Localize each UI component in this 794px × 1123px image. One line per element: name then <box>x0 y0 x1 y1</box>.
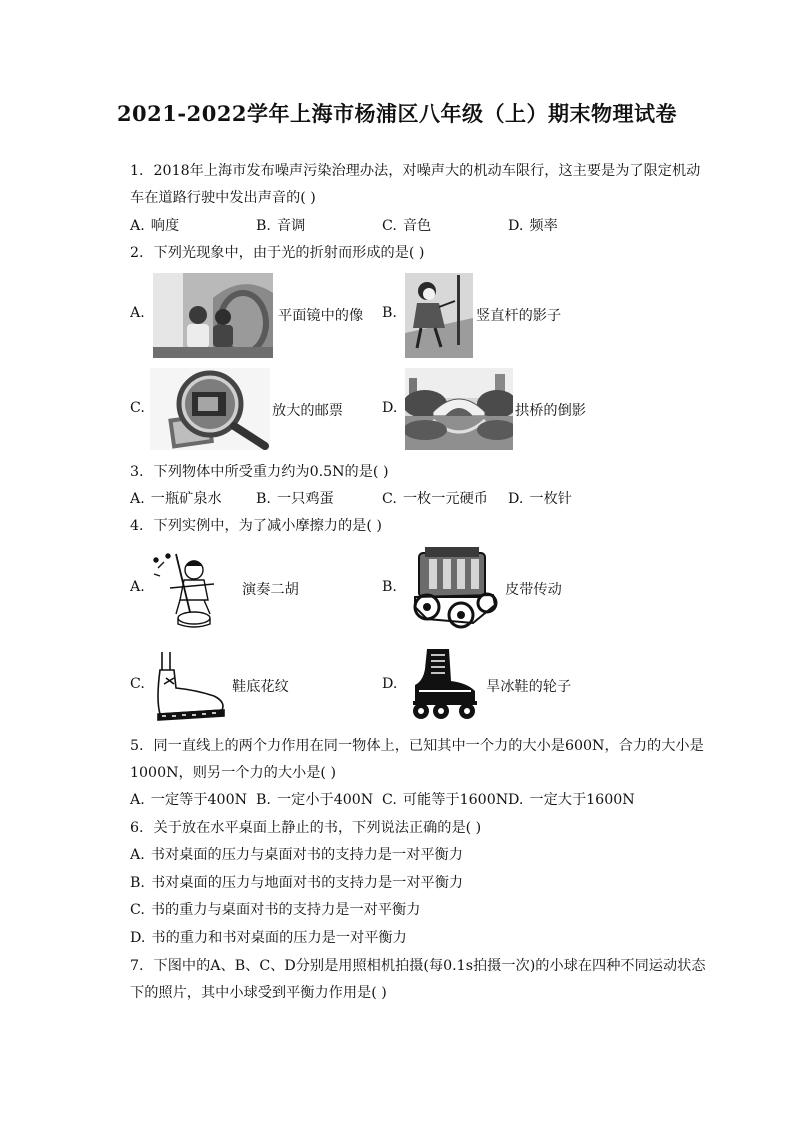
erhu-player-drawing <box>150 548 236 628</box>
q6-text: 关于放在水平桌面上静止的书，下列说法正确的是( ) <box>153 820 482 836</box>
q3-text: 下列物体中所受重力约为0.5N的是( ) <box>153 464 389 480</box>
q3-option-c[interactable]: C. 一枚一元硬币 <box>382 491 488 507</box>
q2-number: 2. <box>130 245 144 261</box>
q5-text-1: 同一直线上的两个力作用在同一物体上，已知其中一个力的大小是600N，合力的大小是 <box>153 738 704 754</box>
q3-options <box>130 489 572 509</box>
q2-option-a-text: 平面镜中的像 <box>278 308 364 324</box>
q5-option-a[interactable]: A. 一定等于400N <box>130 792 248 808</box>
q4-option-d-letter[interactable]: D. <box>382 676 398 692</box>
q2-text: 下列光现象中，由于光的折射而形成的是( ) <box>153 245 425 261</box>
q1-option-d[interactable]: D. 频率 <box>508 218 558 234</box>
q4-option-b-letter[interactable]: B. <box>382 579 397 595</box>
q7-number: 7. <box>130 958 144 974</box>
q4-option-a-letter[interactable]: A. <box>130 579 145 595</box>
q6-number: 6. <box>130 820 144 836</box>
q3-number: 3. <box>130 464 144 480</box>
q1-options <box>130 216 558 236</box>
engine-belt-drawing <box>405 545 500 630</box>
q2-option-b-letter[interactable]: B. <box>382 305 397 321</box>
q1-option-a[interactable]: A. 响度 <box>130 218 180 234</box>
roller-skate-drawing <box>405 645 483 721</box>
q1-option-b[interactable]: B. 音调 <box>256 218 306 234</box>
q4-text: 下列实例中，为了减小摩擦力的是( ) <box>153 518 382 534</box>
q7-stem-line1 <box>130 956 706 976</box>
q4-number: 4. <box>130 518 144 534</box>
q6-stem <box>130 818 481 838</box>
q1-text-1: 2018年上海市发布噪声污染治理办法，对噪声大的机动车限行，这主要是为了限定机动 <box>153 163 701 179</box>
q4-option-b-text: 皮带传动 <box>505 582 562 598</box>
q2-option-a-letter[interactable]: A. <box>130 305 145 321</box>
page-title: 2021-2022学年上海市杨浦区八年级（上）期末物理试卷 <box>116 101 678 126</box>
q3-option-a[interactable]: A. 一瓶矿泉水 <box>130 491 222 507</box>
arch-bridge-photo <box>405 368 513 450</box>
q2-option-b-text: 竖直杆的影子 <box>476 308 562 324</box>
q3-option-b[interactable]: B. 一只鸡蛋 <box>256 491 334 507</box>
q6-option-c[interactable]: C. 书的重力与桌面对书的支持力是一对平衡力 <box>130 902 421 918</box>
q3-stem <box>130 462 389 482</box>
q4-option-c-text: 鞋底花纹 <box>232 679 289 695</box>
magnifier-stamp-photo <box>150 368 270 450</box>
q3-option-d[interactable]: D. 一枚针 <box>508 491 572 507</box>
q5-option-b[interactable]: B. 一定小于400N <box>256 792 374 808</box>
q4-option-d-text: 旱冰鞋的轮子 <box>486 679 572 695</box>
q5-options <box>130 790 635 810</box>
q5-option-d[interactable]: D. 一定大于1600N <box>508 792 635 808</box>
q2-stem <box>130 243 424 263</box>
q2-option-c-letter[interactable]: C. <box>130 400 145 416</box>
shoe-sole-drawing <box>152 650 228 722</box>
q7-text-1: 下图中的A、B、C、D分别是用照相机拍摄(每0.1s拍摄一次)的小球在四种不同运动状态 <box>153 958 706 974</box>
q1-stem-line2: 车在道路行驶中发出声音的( ) <box>130 190 316 206</box>
q7-stem-line2: 下的照片，其中小球受到平衡力作用是( ) <box>130 985 387 1001</box>
q6-option-a[interactable]: A. 书对桌面的压力与桌面对书的支持力是一对平衡力 <box>130 847 463 863</box>
q1-option-c[interactable]: C. 音色 <box>382 218 432 234</box>
q4-option-a-text: 演奏二胡 <box>242 582 299 598</box>
q5-stem-line1 <box>130 736 704 756</box>
q2-option-c-text: 放大的邮票 <box>272 403 343 419</box>
q4-option-c-letter[interactable]: C. <box>130 676 145 692</box>
girl-shadow-drawing <box>405 273 473 358</box>
q6-option-b[interactable]: B. 书对桌面的压力与地面对书的支持力是一对平衡力 <box>130 875 464 891</box>
q5-stem-line2: 1000N，则另一个力的大小是( ) <box>130 765 336 781</box>
q2-option-d-text: 拱桥的倒影 <box>515 403 586 419</box>
q4-stem <box>130 516 382 536</box>
q6-option-d[interactable]: D. 书的重力和书对桌面的压力是一对平衡力 <box>130 930 407 946</box>
q5-option-c[interactable]: C. 可能等于1600N <box>382 792 509 808</box>
q1-number: 1. <box>130 163 144 179</box>
q1-stem-line1 <box>130 161 700 181</box>
q5-number: 5. <box>130 738 144 754</box>
mirror-children-photo <box>153 273 273 358</box>
q2-option-d-letter[interactable]: D. <box>382 400 398 416</box>
